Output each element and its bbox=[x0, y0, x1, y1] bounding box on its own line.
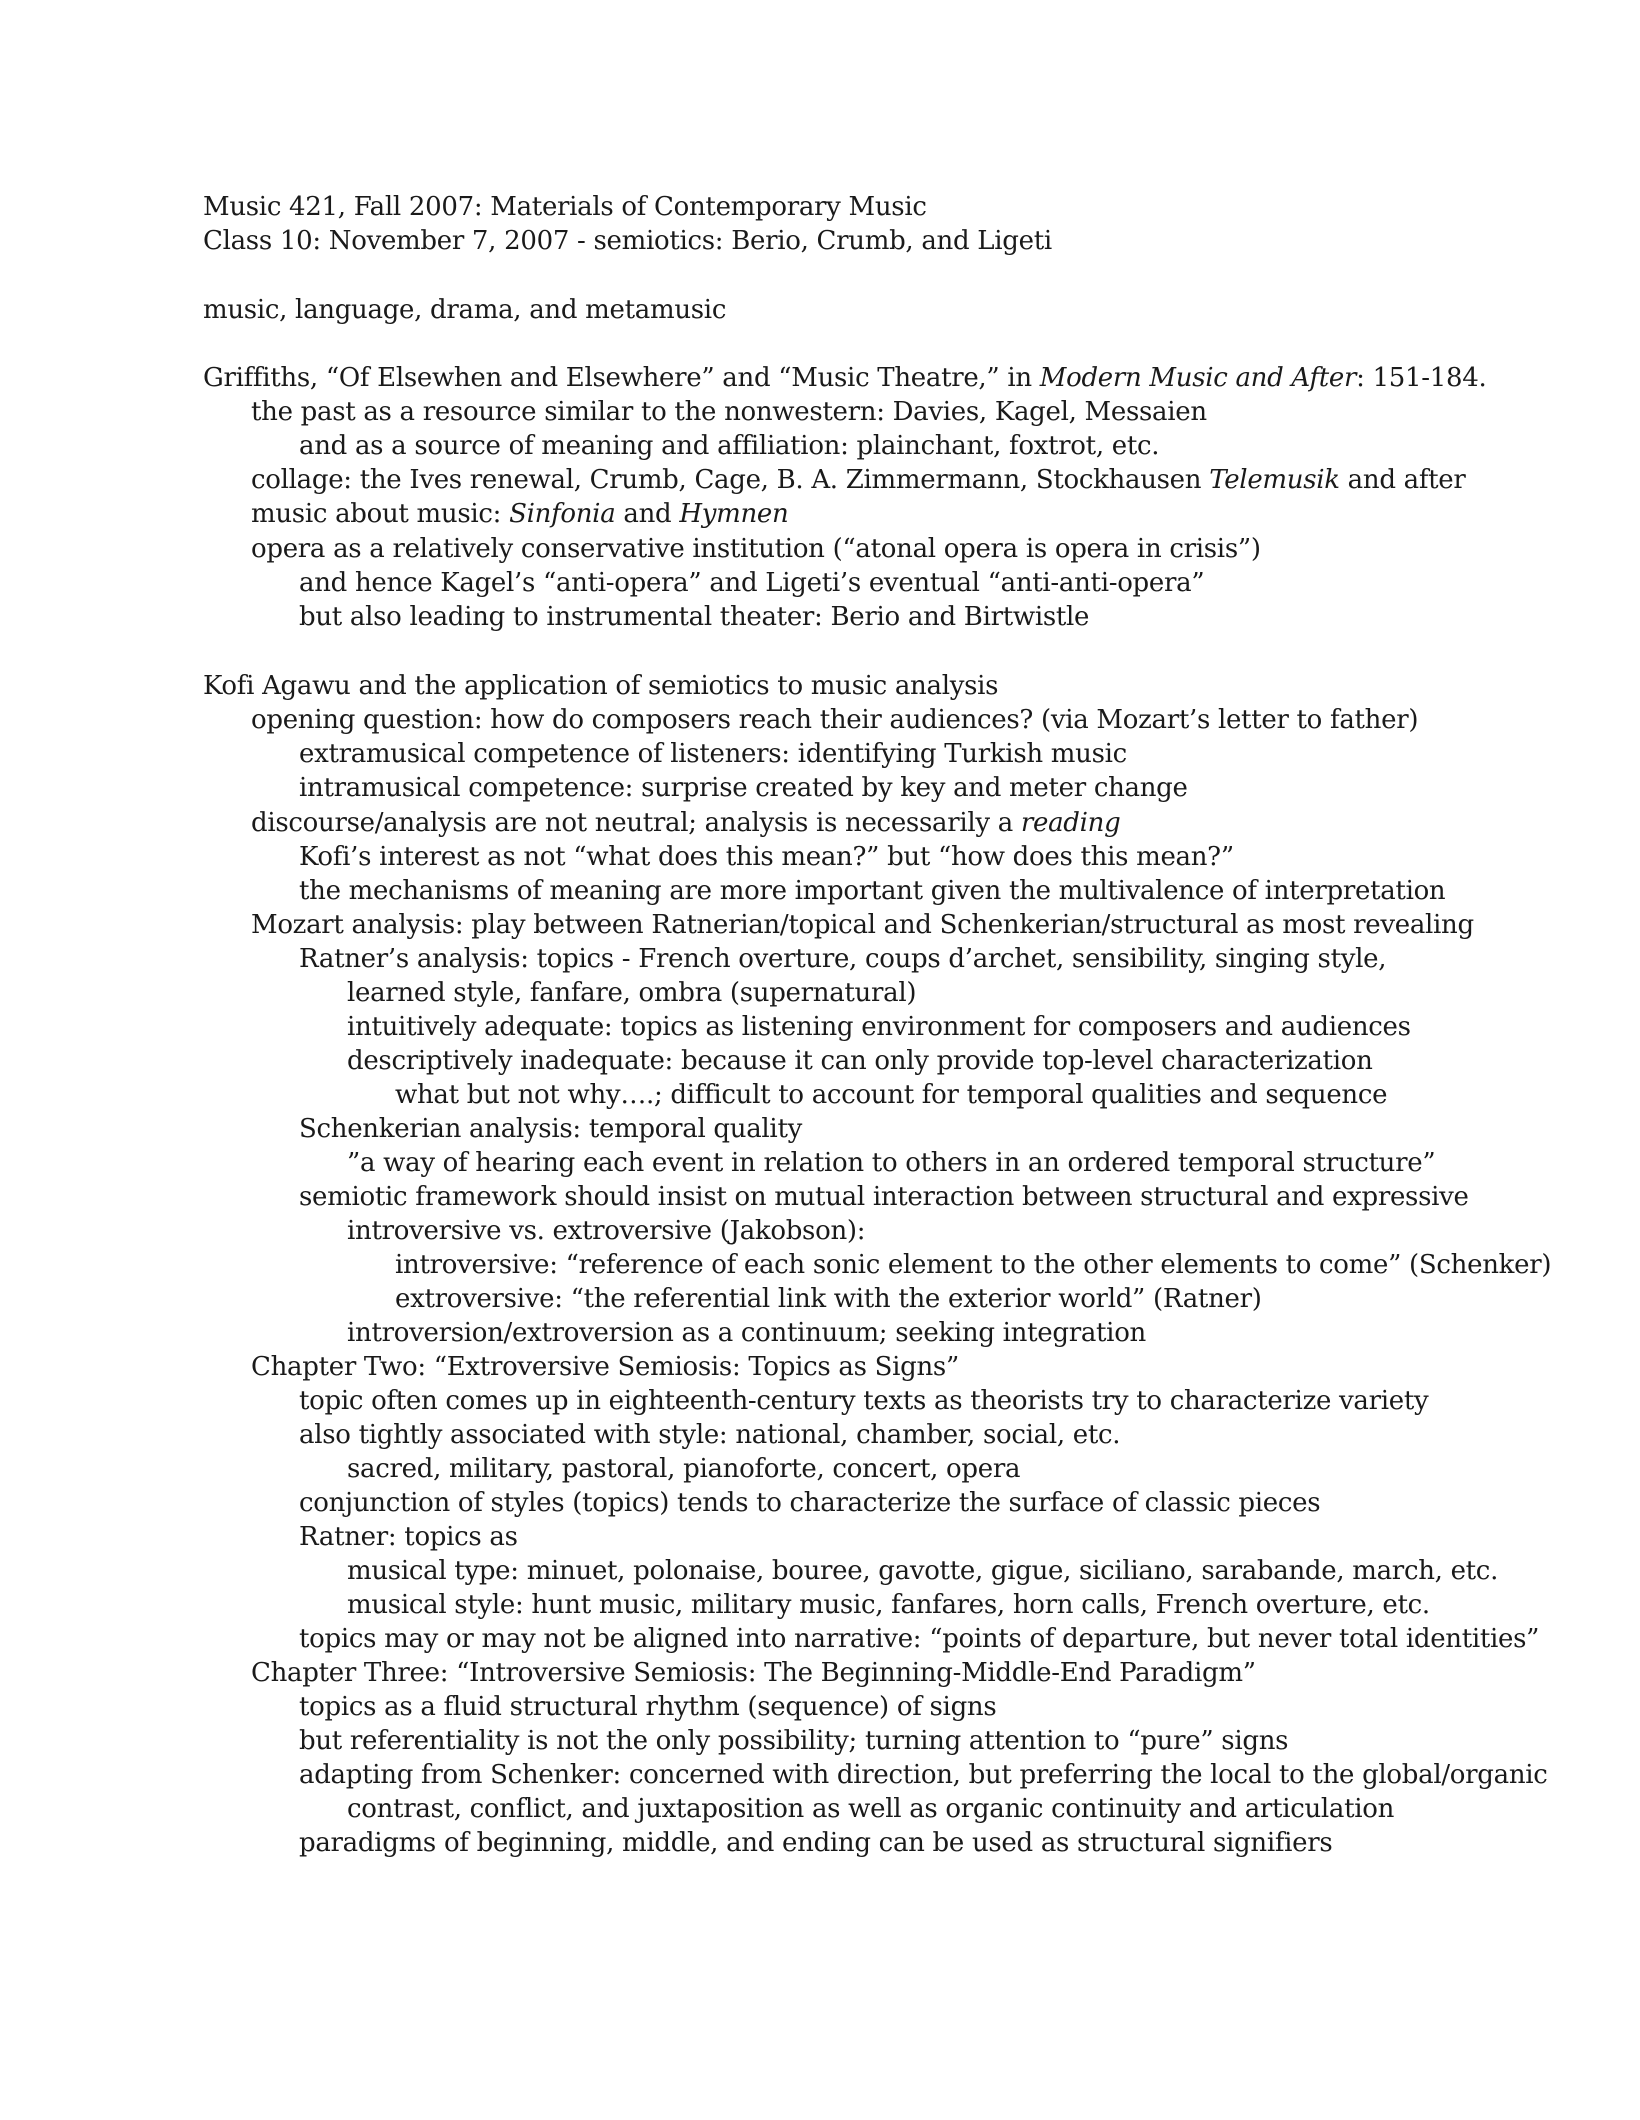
outline-line bbox=[203, 669, 998, 703]
text-run: conjunction of styles (topics) tends to characterize the surface of classic pieces bbox=[299, 1488, 1321, 1518]
text-run: topics as a fluid structural rhythm (sequence) of signs bbox=[299, 1692, 997, 1722]
outline-line bbox=[299, 1622, 1539, 1656]
text-run: paradigms of beginning, middle, and ending can be used as structural signifiers bbox=[299, 1828, 1333, 1858]
italic-title: reading bbox=[1020, 808, 1121, 838]
italic-title: Modern Music and After bbox=[1039, 363, 1357, 393]
text-run: also tightly associated with style: national, chamber, social, etc. bbox=[299, 1420, 1121, 1450]
text-run: the past as a resource similar to the nonwestern: Davies, Kagel, Messaien bbox=[251, 397, 1207, 427]
text-run: adapting from Schenker: concerned with direction, but preferring the local to the global/organic bbox=[299, 1760, 1548, 1790]
text-run: intuitively adequate: topics as listening environment for composers and audiences bbox=[347, 1012, 1411, 1042]
outline-line bbox=[299, 840, 1234, 874]
text-run: Chapter Three: “Introversive Semiosis: The Beginning-Middle-End Paradigm” bbox=[251, 1658, 1256, 1688]
text-run: and bbox=[615, 499, 680, 529]
text-run: introversive: “reference of each sonic element to the other elements to come” (Schenker) bbox=[395, 1250, 1552, 1280]
outline-line bbox=[251, 908, 1474, 942]
outline-line bbox=[251, 1656, 1256, 1690]
italic-title: Telemusik bbox=[1209, 465, 1340, 495]
text-run: musical style: hunt music, military music, fanfares, horn calls, French overture, etc. bbox=[347, 1590, 1430, 1620]
outline-line bbox=[251, 703, 1418, 737]
outline-line bbox=[251, 395, 1207, 429]
outline-line bbox=[395, 1248, 1551, 1282]
text-run: introversive vs. extroversive (Jakobson): bbox=[347, 1216, 866, 1246]
text-run: and after bbox=[1339, 465, 1466, 495]
text-run: Kofi Agawu and the application of semiotics to music analysis bbox=[203, 671, 999, 701]
text-run: Mozart analysis: play between Ratnerian/topical and Schenkerian/structural as most revealing bbox=[251, 910, 1474, 940]
text-run: the mechanisms of meaning are more important given the multivalence of interpretation bbox=[299, 876, 1446, 906]
outline-line bbox=[299, 1724, 1288, 1758]
outline-line bbox=[347, 1316, 1146, 1350]
text-run: descriptively inadequate: because it can only provide top-level characterization bbox=[347, 1046, 1373, 1076]
course-title: Music 421, Fall 2007: Materials of Contemporary Music bbox=[203, 192, 927, 222]
class-title: Class 10: November 7, 2007 - semiotics: Berio, Crumb, and Ligeti bbox=[203, 226, 1052, 256]
outline-line bbox=[347, 1792, 1394, 1826]
outline-line bbox=[299, 874, 1445, 908]
outline-line bbox=[347, 976, 916, 1010]
outline-line bbox=[299, 429, 1159, 463]
italic-title: Sinfonia bbox=[509, 499, 616, 529]
outline-line bbox=[347, 1010, 1411, 1044]
outline-line bbox=[347, 1214, 865, 1248]
text-run: semiotic framework should insist on mutual interaction between structural and expressive bbox=[299, 1182, 1469, 1212]
text-run: sacred, military, pastoral, pianoforte, concert, opera bbox=[347, 1454, 1021, 1484]
text-run: intramusical competence: surprise created by key and meter change bbox=[299, 773, 1188, 803]
outline-line bbox=[299, 1112, 802, 1146]
outline-line bbox=[251, 463, 1466, 497]
text-run: Schenkerian analysis: temporal quality bbox=[299, 1114, 802, 1144]
text-run: learned style, fanfare, ombra (supernatural) bbox=[347, 978, 917, 1008]
text-run: musical type: minuet, polonaise, bouree, gavotte, gigue, siciliano, sarabande, march, etc. bbox=[347, 1556, 1499, 1586]
outline-line bbox=[299, 1180, 1469, 1214]
text-run: extramusical competence of listeners: identifying Turkish music bbox=[299, 739, 1127, 769]
outline-line bbox=[347, 1452, 1020, 1486]
text-run: and hence Kagel’s “anti-opera” and Ligeti’s eventual “anti-anti-opera” bbox=[299, 568, 1205, 598]
text-run: Kofi’s interest as not “what does this mean?” but “how does this mean?” bbox=[299, 842, 1234, 872]
outline-line bbox=[299, 566, 1204, 600]
outline-line bbox=[251, 806, 1120, 840]
outline-line bbox=[251, 532, 1261, 566]
text-run: introversion/extroversion as a continuum; seeking integration bbox=[347, 1318, 1146, 1348]
outline-line bbox=[395, 1282, 1262, 1316]
text-run: what but not why….; difficult to account for temporal qualities and sequence bbox=[395, 1080, 1388, 1110]
text-run: : 151-184. bbox=[1356, 363, 1487, 393]
text-run: Griffiths, “Of Elsewhen and Elsewhere” and “Music Theatre,” in bbox=[203, 363, 1040, 393]
text-run: Ratner: topics as bbox=[299, 1522, 518, 1552]
text-run: Ratner’s analysis: topics - French overture, coups d’archet, sensibility, singing style, bbox=[299, 944, 1387, 974]
outline-line bbox=[299, 1384, 1428, 1418]
outline-line bbox=[395, 1078, 1387, 1112]
italic-title: Hymnen bbox=[679, 499, 789, 529]
text-run: contrast, conflict, and juxtaposition as well as organic continuity and articulation bbox=[347, 1794, 1395, 1824]
text-run: music about music: bbox=[251, 499, 510, 529]
outline-line bbox=[347, 1588, 1430, 1622]
text-run: Chapter Two: “Extroversive Semiosis: Topics as Signs” bbox=[251, 1352, 959, 1382]
outline-line bbox=[299, 1520, 518, 1554]
outline-line bbox=[347, 1554, 1498, 1588]
outline-line bbox=[299, 600, 1089, 634]
outline-line bbox=[299, 1486, 1320, 1520]
outline-line bbox=[299, 1418, 1120, 1452]
outline-line bbox=[299, 1690, 996, 1724]
text-run: topic often comes up in eighteenth-century texts as theorists try to characterize variety bbox=[299, 1386, 1429, 1416]
text-run: discourse/analysis are not neutral; analysis is necessarily a bbox=[251, 808, 1021, 838]
text-run: but referentiality is not the only possibility; turning attention to “pure” signs bbox=[299, 1726, 1289, 1756]
theme-line: music, language, drama, and metamusic bbox=[203, 295, 727, 325]
outline-line bbox=[203, 361, 1486, 395]
outline-line bbox=[299, 1758, 1548, 1792]
outline-line bbox=[299, 942, 1386, 976]
text-run: opera as a relatively conservative institution (“atonal opera is opera in crisis”) bbox=[251, 534, 1261, 564]
outline-line bbox=[347, 1044, 1373, 1078]
text-run: collage: the Ives renewal, Crumb, Cage, B. A. Zimmermann, Stockhausen bbox=[251, 465, 1210, 495]
text-run: topics may or may not be aligned into narrative: “points of departure, but never total identities” bbox=[299, 1624, 1540, 1654]
text-run: ”a way of hearing each event in relation to others in an ordered temporal structure” bbox=[347, 1148, 1436, 1178]
outline-line bbox=[299, 771, 1188, 805]
outline-line bbox=[251, 1350, 959, 1384]
text-run: and as a source of meaning and affiliation: plainchant, foxtrot, etc. bbox=[299, 431, 1160, 461]
text-run: extroversive: “the referential link with the exterior world” (Ratner) bbox=[395, 1284, 1262, 1314]
text-run: opening question: how do composers reach their audiences? (via Mozart’s letter to father) bbox=[251, 705, 1419, 735]
outline-line bbox=[299, 1826, 1332, 1860]
text-run: but also leading to instrumental theater: Berio and Birtwistle bbox=[299, 602, 1090, 632]
outline-line bbox=[299, 737, 1127, 771]
outline-line bbox=[347, 1146, 1435, 1180]
outline-line bbox=[251, 497, 788, 531]
